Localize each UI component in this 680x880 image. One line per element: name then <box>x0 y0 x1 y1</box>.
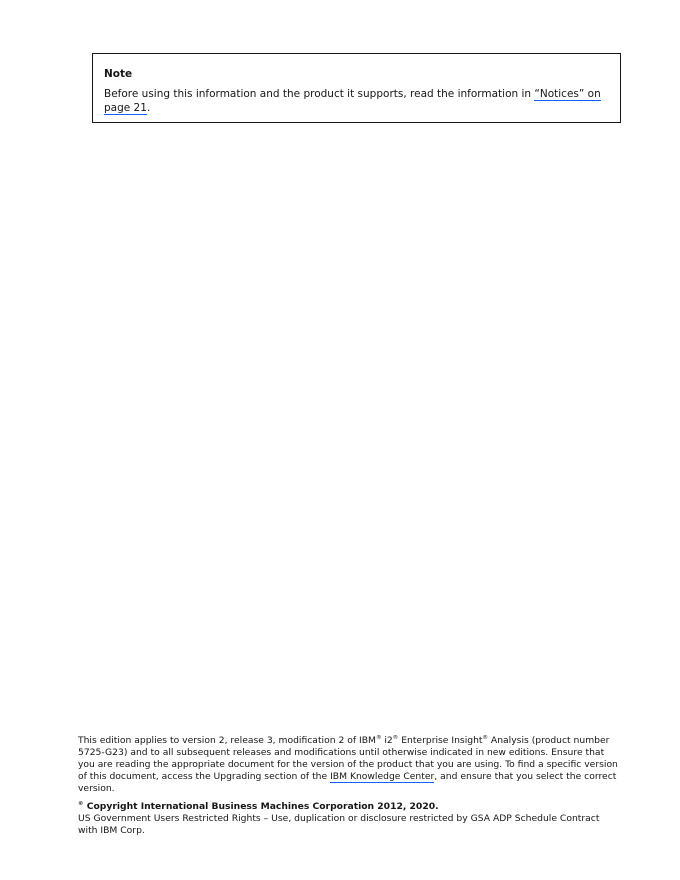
note-text-after: . <box>146 102 151 114</box>
copyright-symbol: © <box>78 800 84 807</box>
edition-text-4: Analysis (product number 5725-G23) and to all subsequent releases and modifications until otherwise indicated in new editions. Ensure that you are reading the appropriate document for the version of the product that you are using. To find a specific version of this document, access the Upgrading section of the <box>78 735 618 782</box>
copyright-text: Copyright International Business Machines Corporation 2012, 2020. <box>83 801 439 812</box>
edition-text-5: , and ensure that you select the correct version. <box>78 771 617 794</box>
edition-notice <box>78 735 618 795</box>
note-text-before: Before using this information and the product it supports, read the information in <box>104 88 535 100</box>
edition-text-1: This edition applies to version 2, release 3, modification 2 of IBM <box>78 735 376 746</box>
copyright-line <box>78 801 618 813</box>
registered-mark: ® <box>375 734 382 741</box>
edition-footer <box>78 735 618 837</box>
knowledge-center-link[interactable]: IBM Knowledge Center <box>330 771 435 782</box>
edition-text-2: i2 <box>381 735 393 746</box>
notices-link[interactable]: “Notices” on page 21 <box>104 88 601 114</box>
note-title: Note <box>104 68 133 80</box>
note-box <box>92 53 621 123</box>
registered-mark: ® <box>482 734 489 741</box>
restricted-rights: US Government Users Restricted Rights – Use, duplication or disclosure restricted by GSA ADP Schedule Contract with IBM Corp. <box>78 813 600 836</box>
note-text <box>104 87 609 115</box>
edition-text-3: Enterprise Insight <box>398 735 483 746</box>
registered-mark: ® <box>392 734 399 741</box>
